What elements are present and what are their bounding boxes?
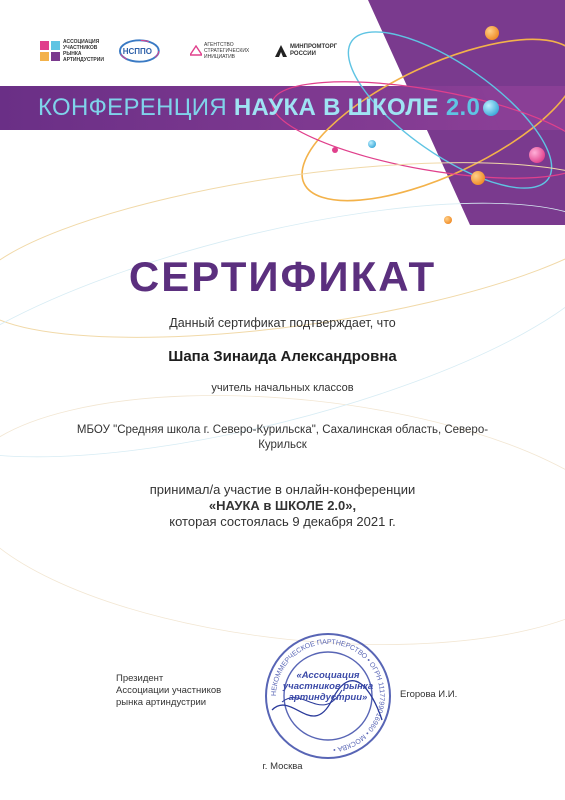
- banner-word-conference: КОНФЕРЕНЦИЯ: [38, 94, 227, 121]
- signer-title-line: Ассоциации участников: [116, 685, 222, 696]
- seal-line: артиндустрии»: [288, 692, 368, 703]
- signer-title-line: Президент: [116, 673, 164, 684]
- certificate-title: СЕРТИФИКАТ: [128, 253, 437, 300]
- participation-line: принимал/а участие в онлайн-конференции: [149, 482, 416, 497]
- signer-title: [116, 673, 221, 709]
- logo-nsppo: [118, 38, 190, 64]
- association-logo-icon: [40, 41, 60, 61]
- recipient-name: Шапа Зинаида Александровна: [168, 348, 397, 365]
- logo-asi-text: СТРАТЕГИЧЕСКИХ: [204, 48, 250, 54]
- seal-line: «Ассоциация: [296, 670, 360, 681]
- logo-association-text: АССОЦИАЦИЯ: [63, 39, 100, 45]
- banner-word-school: В ШКОЛЕ: [323, 94, 439, 121]
- banner-word-science: НАУКА: [233, 94, 317, 121]
- banner-title: [38, 94, 480, 122]
- banner-version: 2.0: [445, 94, 481, 121]
- logo-minpromtorg-text: МИНПРОМТОРГ: [290, 44, 338, 50]
- seal-line: участников рынка: [282, 681, 374, 692]
- participation-text: [40, 482, 525, 530]
- logo-asi: [190, 42, 275, 60]
- confirm-text: Данный сертификат подтверждает, что: [169, 316, 396, 330]
- seal-ring-text: НЕКОММЕРЧЕСКОЕ ПАРТНЕРСТВО • ОГРН 1117799016960 • МОСКВА •: [270, 638, 386, 753]
- minpromtorg-logo-icon: [275, 45, 287, 57]
- logo-association-text: АРТИНДУСТРИИ: [63, 57, 104, 63]
- conference-name: «НАУКА в ШКОЛЕ 2.0»,: [208, 498, 357, 513]
- logo-association-text: УЧАСТНИКОВ: [63, 45, 98, 51]
- recipient-organization: МБОУ "Средняя школа г. Северо-Курильска", Сахалинская область, Северо-Курильск: [76, 424, 489, 451]
- city-text: г. Москва: [262, 761, 303, 772]
- partner-logos: [40, 38, 337, 64]
- participation-date: которая состоялась 9 декабря 2021 г.: [169, 514, 396, 529]
- signer-title-line: рынка артиндустрии: [116, 697, 207, 708]
- logo-minpromtorg-text: РОССИИ: [290, 51, 316, 57]
- logo-minpromtorg: [275, 44, 337, 58]
- logo-association-text: РЫНКА: [63, 51, 82, 57]
- recipient-position: учитель начальных классов: [211, 382, 354, 394]
- asi-logo-icon: [190, 45, 202, 57]
- logo-nsppo-text: НСППО: [122, 46, 152, 56]
- logo-asi-text: АГЕНТСТВО: [204, 42, 234, 48]
- official-seal: [262, 630, 394, 762]
- seal-center-text: [262, 670, 394, 703]
- logo-association: [40, 39, 110, 63]
- logo-asi-text: ИНИЦИАТИВ: [204, 54, 236, 60]
- signer-name: Егорова И.И.: [400, 689, 458, 700]
